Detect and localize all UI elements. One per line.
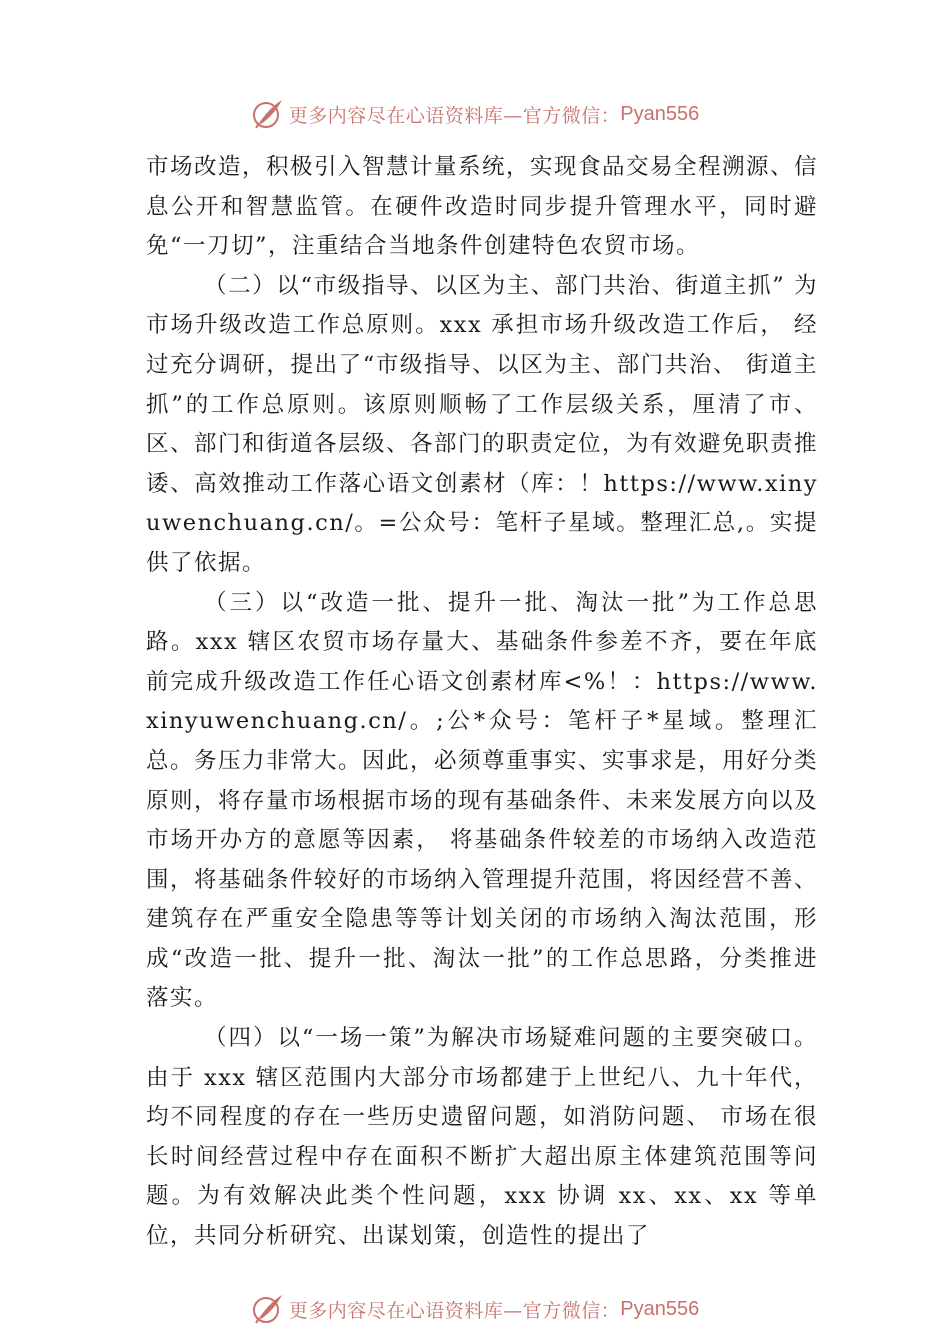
- paragraph-continuation: 市场改造，积极引入智慧计量系统，实现食品交易全程溯源、信息公开和智慧监管。在硬件改造时同步提升管理水平，同时避免“一刀切”，注重结合当地条件创建特色农贸市场。: [146, 154, 819, 260]
- paragraph-section-3: （三）以“改造一批、提升一批、淘汰一批”为工作总思路。xxx 辖区农贸市场存量大、基础条件参差不齐，要在年底前完成升级改造工作任心语文创素材库<%！：https://www.xinyuwenchuang.cn/。;公*众号：笔杆子*星域。整理汇总。务压力非常大。因此，必须尊重事实、实事求是，用好分类原则，将存量市场根据市场的现有基础条件、未来发展方向以及市场开办方的意愿等因素， 将基础条件较差的市场纳入改造范围，将基础条件较好的市场纳入管理提升范围，将因经营不善、建筑存在严重安全隐患等等计划关闭的市场纳入淘汰范围，形成“改造一批、提升一批、淘汰一批”的工作总思路，分类推进落实。: [146, 589, 819, 1012]
- footer-banner-text: 更多内容尽在心语资料库—官方微信：: [288, 1299, 621, 1322]
- paragraph-section-2: （二）以“市级指导、以区为主、部门共治、街道主抓” 为市场升级改造工作总原则。xxx 承担市场升级改造工作后， 经过充分调研，提出了“市级指导、以区为主、部门共治、 街道主抓”的工作总原则。该原则顺畅了工作层级关系，厘清了市、区、部门和街道各层级、各部门的职责定位，为有效避免职责推诿、高效推动工作落心语文创素材（库：！https://www.xinyuwenchuang.cn/。=公众号：笔杆子星域。整理汇总,。实提供了依据。: [146, 272, 819, 576]
- header-wechat-id: Pyan556: [620, 102, 700, 125]
- header-banner-text: 更多内容尽在心语资料库—官方微信：: [288, 104, 621, 127]
- header-watermark-banner: [0, 92, 950, 136]
- footer-watermark-banner: [0, 1287, 950, 1331]
- quill-pen-logo-icon: [251, 1292, 285, 1326]
- quill-pen-logo-icon: [251, 97, 285, 131]
- paragraph-section-4: （四）以“一场一策”为解决市场疑难问题的主要突破口。由于 xxx 辖区范围内大部分市场都建于上世纪八、九十年代，均不同程度的存在一些历史遗留问题，如消防问题、 市场在很长时间经营过程中存在面积不断扩大超出原主体建筑范围等问题。为有效解决此类个性问题，xxx 协调 xx、xx、xx 等单位，共同分析研究、出谋划策，创造性的提出了: [146, 1025, 818, 1250]
- footer-wechat-id: Pyan556: [620, 1297, 700, 1320]
- document-body: [146, 148, 818, 1257]
